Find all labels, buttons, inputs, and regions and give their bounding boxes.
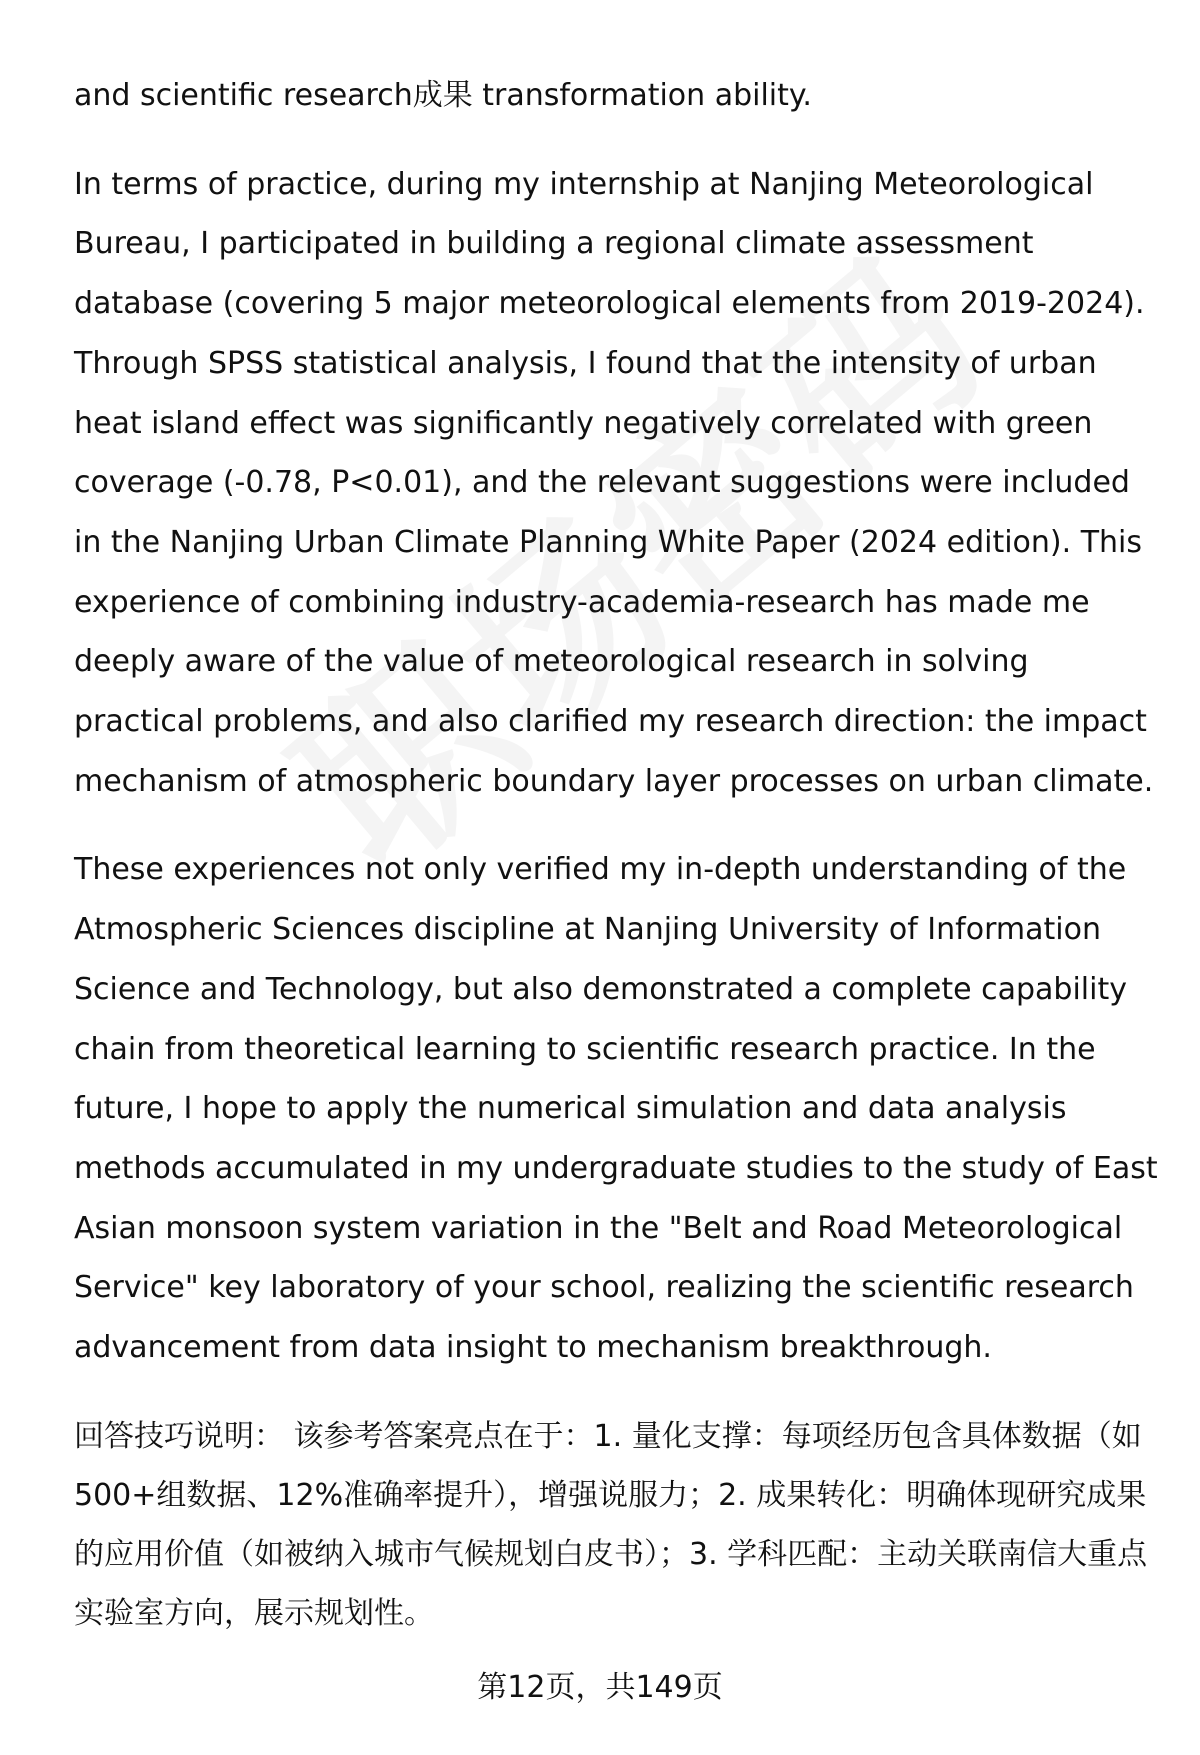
page-number: 第12页，共149页 [477,1670,723,1705]
answer-tips: 回答技巧说明： 该参考答案亮点在于：1. 量化支撑：每项经历包含具体数据（如500+组数据、12%准确率提升），增强说服力；2. 成果转化：明确体现研究成果的应用价值（如被纳入城市气候规划白皮书）；3. 学科匹配：主动关联南信大重点实验室方向，展示规划性。 [74,1418,1148,1631]
paragraph-practice: In terms of practice, during my internship at Nanjing Meteorological Bureau, I participated in building a regional climate assessment database (covering 5 major meteorological elements from 2019-2024). Through SPSS statistical analysis, I found that the intensity of urban heat island effect was significantly negatively correlated with green coverage (-0.78, P<0.01), and the relevant suggestions were included in the Nanjing Urban Climate Planning White Paper (2024 edition). This experience of combining industry-academia-research has made me deeply aware of the value of meteorological research in solving practical problems, and also clarified my research direction: the impact mechanism of atmospheric boundary layer processes on urban climate. [74,166,1154,799]
document-body [74,66,1160,1643]
paragraph-continuation: and scientific research成果 transformation ability. [74,78,812,113]
paragraph-conclusion: These experiences not only verified my in-depth understanding of the Atmospheric Sciences discipline at Nanjing University of Information Science and Technology, but also demonstrated a complete capability chain from theoretical learning to scientific research practice. In the future, I hope to apply the numerical simulation and data analysis methods accumulated in my undergraduate studies to the study of East Asian monsoon system variation in the "Belt and Road Meteorological Service" key laboratory of your school, realizing the scientific research advancement from data insight to mechanism breakthrough. [74,852,1158,1366]
